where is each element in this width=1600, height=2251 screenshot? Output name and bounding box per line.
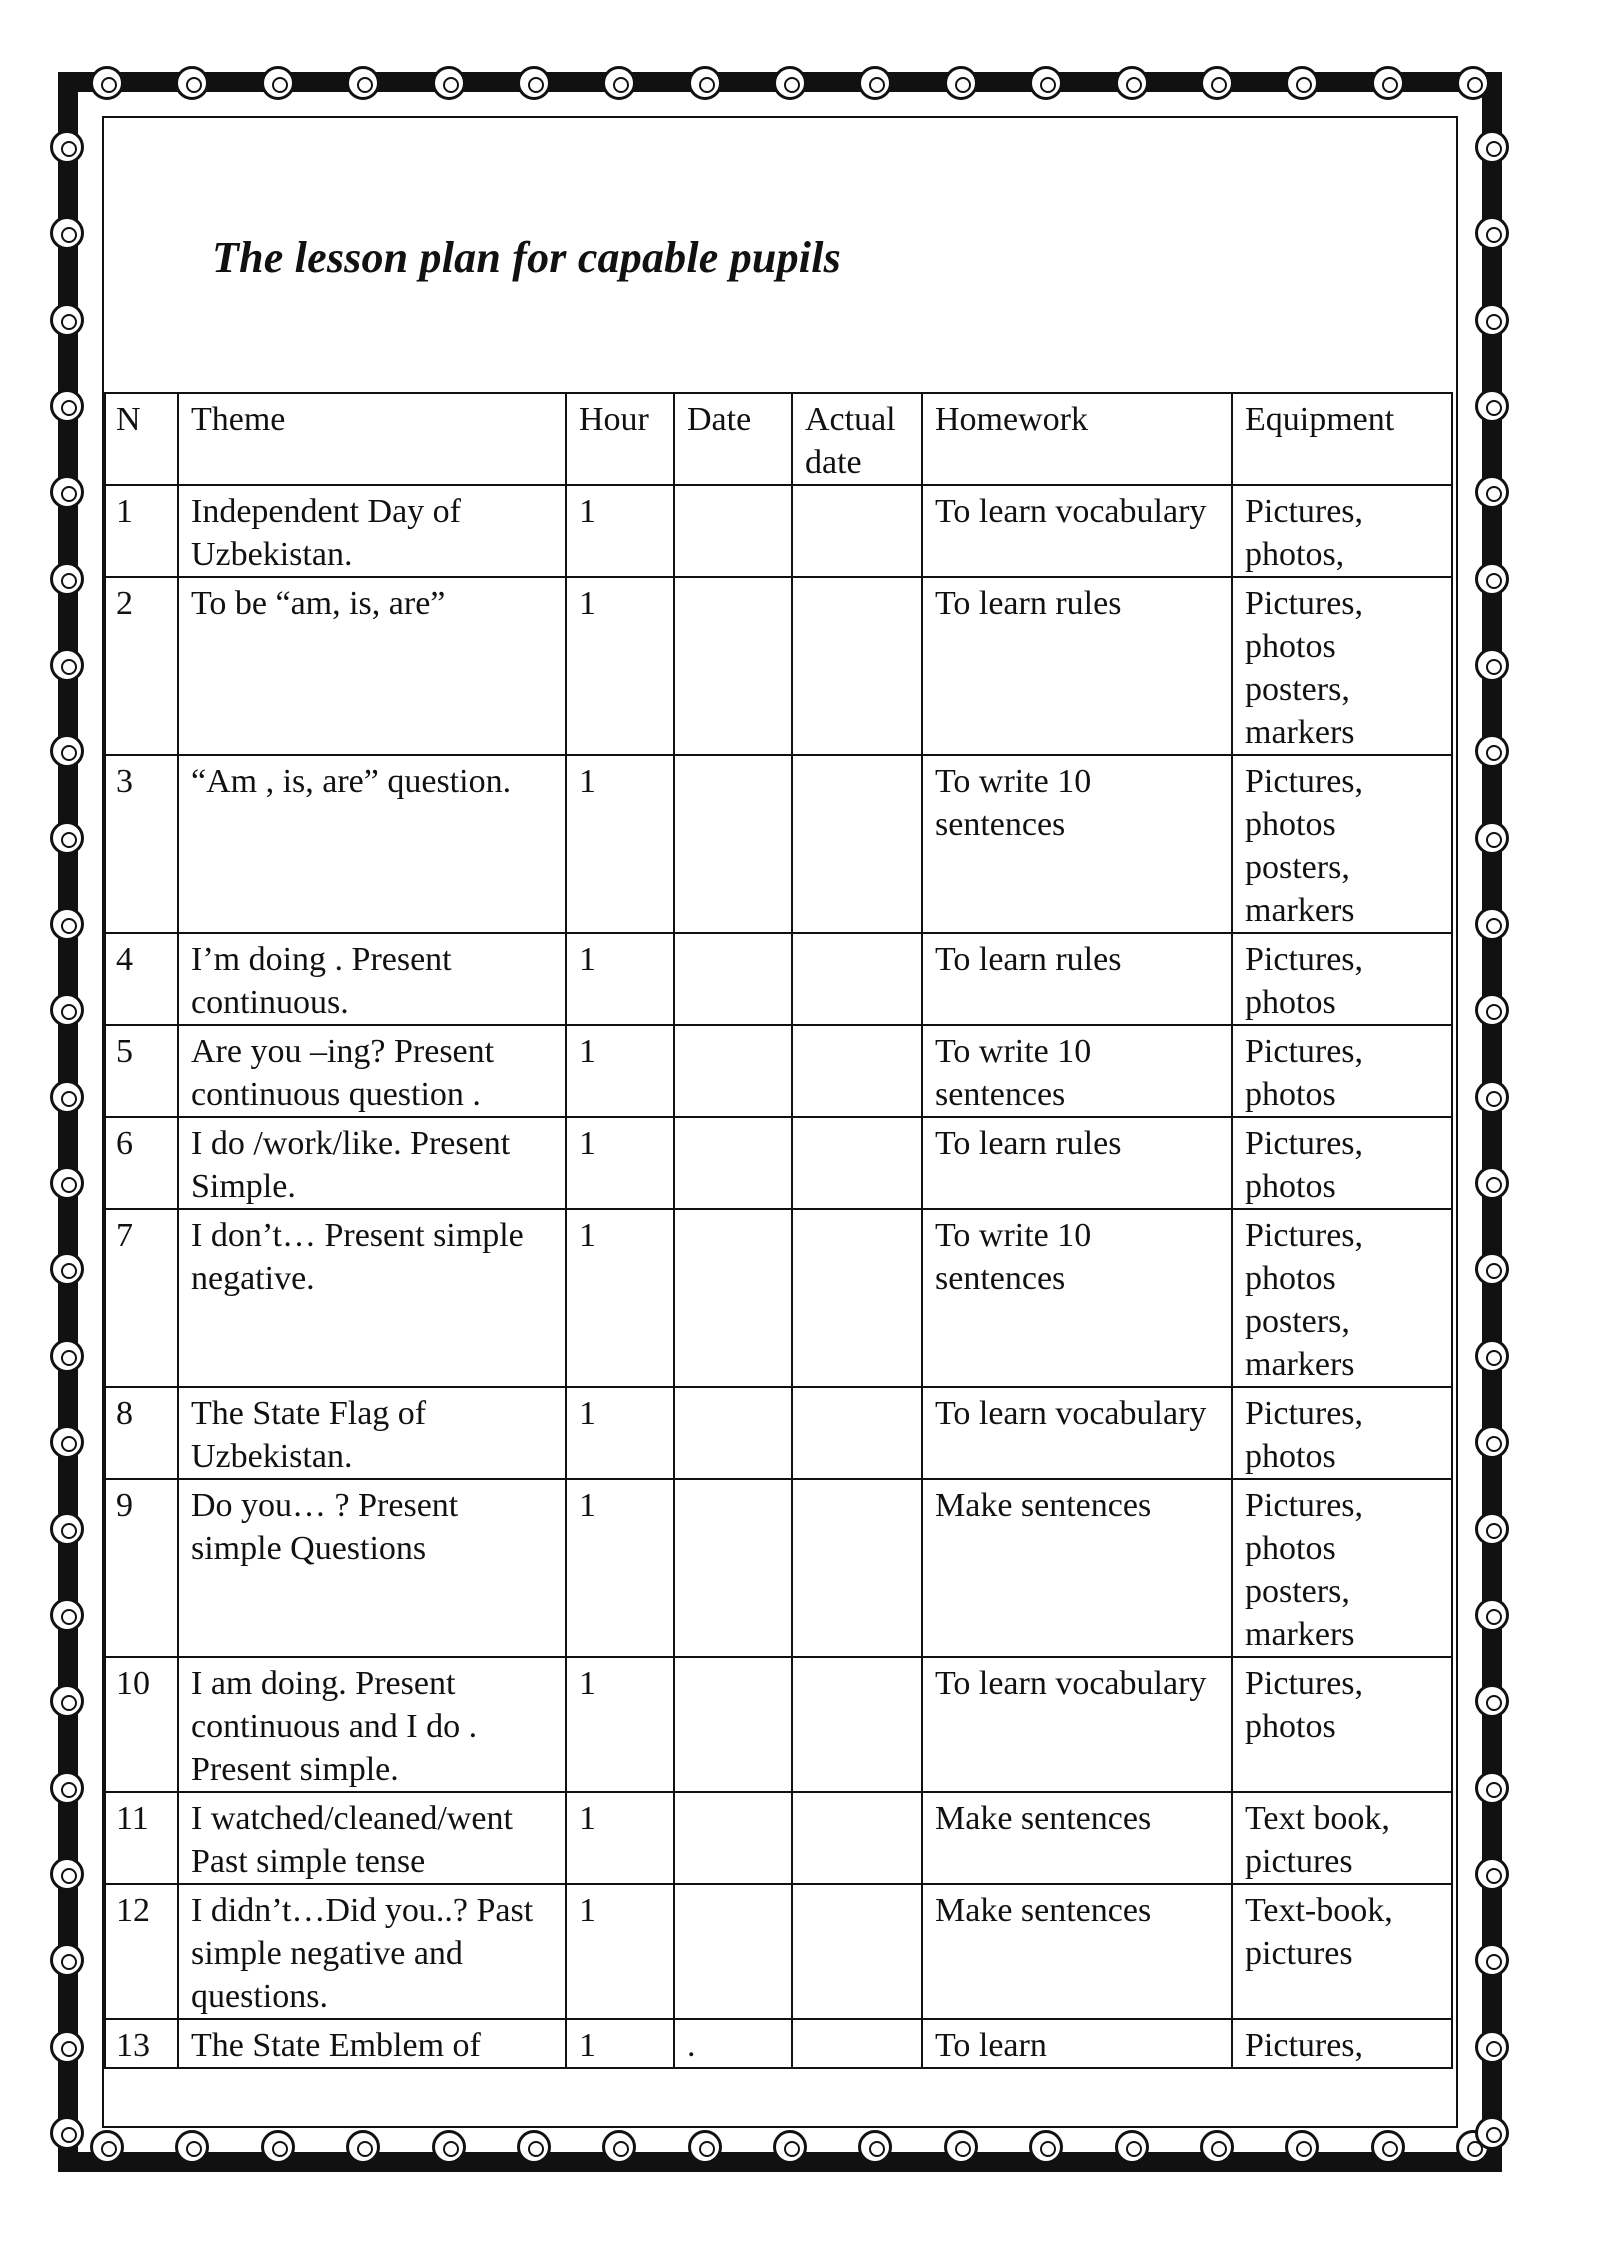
cell-n: 13 — [105, 2019, 178, 2068]
header-theme: Theme — [178, 393, 566, 485]
cell-date — [674, 755, 792, 933]
cell-actual-date — [792, 485, 922, 577]
cell-equipment: Pictures, photos — [1232, 1657, 1452, 1792]
table-row — [105, 1209, 1452, 1387]
cell-hour: 1 — [566, 2019, 674, 2068]
cell-n: 12 — [105, 1884, 178, 2019]
cell-hour: 1 — [566, 485, 674, 577]
cell-n: 7 — [105, 1209, 178, 1387]
cell-homework: To learn — [922, 2019, 1232, 2068]
cell-actual-date — [792, 2019, 922, 2068]
cell-actual-date — [792, 1209, 922, 1387]
table-row — [105, 1479, 1452, 1657]
cell-theme: To be “am, is, are” — [178, 577, 566, 755]
cell-theme: Are you –ing? Present continuous question . — [178, 1025, 566, 1117]
table-row — [105, 1884, 1452, 2019]
header-n: N — [105, 393, 178, 485]
cell-equipment: Pictures, — [1232, 2019, 1452, 2068]
cell-equipment: Pictures, photos — [1232, 933, 1452, 1025]
cell-hour: 1 — [566, 1792, 674, 1884]
cell-equipment: Pictures, photos — [1232, 1025, 1452, 1117]
cell-n: 5 — [105, 1025, 178, 1117]
cell-actual-date — [792, 1884, 922, 2019]
cell-hour: 1 — [566, 1387, 674, 1479]
cell-theme: “Am , is, are” question. — [178, 755, 566, 933]
table-row — [105, 1387, 1452, 1479]
header-date: Date — [674, 393, 792, 485]
cell-date — [674, 577, 792, 755]
cell-actual-date — [792, 1025, 922, 1117]
cell-date — [674, 1792, 792, 1884]
cell-hour: 1 — [566, 577, 674, 755]
cell-date — [674, 1025, 792, 1117]
table-row — [105, 485, 1452, 577]
cell-hour: 1 — [566, 1479, 674, 1657]
cell-actual-date — [792, 1387, 922, 1479]
cell-actual-date — [792, 577, 922, 755]
cell-homework: Make sentences — [922, 1479, 1232, 1657]
cell-homework: To learn vocabulary — [922, 1657, 1232, 1792]
cell-homework: To write 10 sentences — [922, 1209, 1232, 1387]
table-body — [105, 485, 1452, 2068]
cell-equipment: Pictures, photos posters, markers — [1232, 755, 1452, 933]
cell-date — [674, 485, 792, 577]
cell-theme: Independent Day of Uzbekistan. — [178, 485, 566, 577]
table-row — [105, 1117, 1452, 1209]
cell-hour: 1 — [566, 933, 674, 1025]
cell-actual-date — [792, 755, 922, 933]
cell-date — [674, 1387, 792, 1479]
cell-n: 4 — [105, 933, 178, 1025]
cell-theme: The State Flag of Uzbekistan. — [178, 1387, 566, 1479]
cell-equipment: Text book, pictures — [1232, 1792, 1452, 1884]
cell-date — [674, 933, 792, 1025]
cell-theme: The State Emblem of — [178, 2019, 566, 2068]
cell-date — [674, 1657, 792, 1792]
header-hour: Hour — [566, 393, 674, 485]
page-title: The lesson plan for capable pupils — [212, 233, 841, 282]
cell-n: 8 — [105, 1387, 178, 1479]
table-header-row — [105, 393, 1452, 485]
cell-n: 6 — [105, 1117, 178, 1209]
table-row — [105, 1792, 1452, 1884]
cell-actual-date — [792, 1792, 922, 1884]
table-row — [105, 933, 1452, 1025]
cell-n: 11 — [105, 1792, 178, 1884]
cell-theme: I don’t… Present simple negative. — [178, 1209, 566, 1387]
cell-equipment: Pictures, photos — [1232, 1117, 1452, 1209]
cell-n: 2 — [105, 577, 178, 755]
cell-equipment: Text-book, pictures — [1232, 1884, 1452, 2019]
cell-hour: 1 — [566, 1117, 674, 1209]
cell-equipment: Pictures, photos posters, markers — [1232, 577, 1452, 755]
table-row — [105, 755, 1452, 933]
cell-equipment: Pictures, photos — [1232, 1387, 1452, 1479]
cell-hour: 1 — [566, 1209, 674, 1387]
table-row — [105, 1657, 1452, 1792]
cell-equipment: Pictures, photos posters, markers — [1232, 1209, 1452, 1387]
cell-actual-date — [792, 933, 922, 1025]
cell-theme: I do /work/like. Present Simple. — [178, 1117, 566, 1209]
cell-homework: To learn rules — [922, 933, 1232, 1025]
cell-actual-date — [792, 1117, 922, 1209]
cell-theme: I didn’t…Did you..? Past simple negative and questions. — [178, 1884, 566, 2019]
table-row — [105, 577, 1452, 755]
cell-equipment: Pictures, photos, — [1232, 485, 1452, 577]
cell-homework: To learn vocabulary — [922, 1387, 1232, 1479]
cell-theme: I am doing. Present continuous and I do . Present simple. — [178, 1657, 566, 1792]
cell-equipment: Pictures, photos posters, markers — [1232, 1479, 1452, 1657]
cell-actual-date — [792, 1657, 922, 1792]
cell-n: 3 — [105, 755, 178, 933]
cell-date — [674, 1884, 792, 2019]
cell-date — [674, 1209, 792, 1387]
cell-n: 1 — [105, 485, 178, 577]
cell-hour: 1 — [566, 1884, 674, 2019]
cell-homework: To write 10 sentences — [922, 1025, 1232, 1117]
cell-homework: To learn rules — [922, 577, 1232, 755]
cell-homework: To learn vocabulary — [922, 485, 1232, 577]
table-row — [105, 2019, 1452, 2068]
cell-actual-date — [792, 1479, 922, 1657]
cell-homework: Make sentences — [922, 1792, 1232, 1884]
header-homework: Homework — [922, 393, 1232, 485]
cell-theme: Do you… ? Present simple Questions — [178, 1479, 566, 1657]
cell-hour: 1 — [566, 1025, 674, 1117]
cell-date — [674, 1479, 792, 1657]
cell-date — [674, 1117, 792, 1209]
cell-theme: I watched/cleaned/went Past simple tense — [178, 1792, 566, 1884]
cell-n: 9 — [105, 1479, 178, 1657]
cell-homework: To learn rules — [922, 1117, 1232, 1209]
cell-hour: 1 — [566, 1657, 674, 1792]
table-row — [105, 1025, 1452, 1117]
cell-n: 10 — [105, 1657, 178, 1792]
cell-homework: Make sentences — [922, 1884, 1232, 2019]
header-equipment: Equipment — [1232, 393, 1452, 485]
cell-theme: I’m doing . Present continuous. — [178, 933, 566, 1025]
cell-date: . — [674, 2019, 792, 2068]
cell-homework: To write 10 sentences — [922, 755, 1232, 933]
lesson-plan-table — [104, 392, 1453, 2069]
header-actual-date: Actual date — [792, 393, 922, 485]
cell-hour: 1 — [566, 755, 674, 933]
